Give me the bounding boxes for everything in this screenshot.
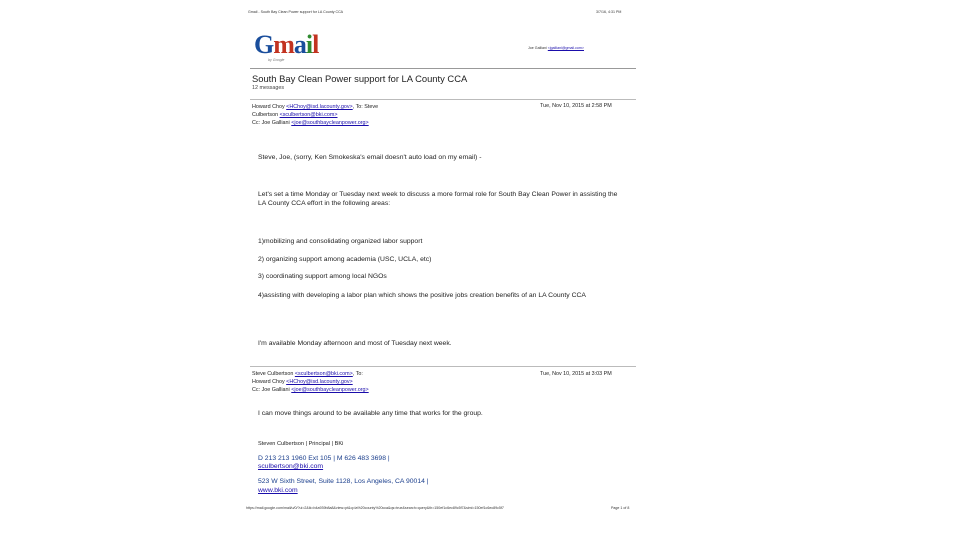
print-header-title: Gmail - South Bay Clean Power support for LA County CCA bbox=[248, 10, 344, 14]
body-paragraph: Steve, Joe, (sorry, Ken Smokeska's email doesn't auto load on my email) - bbox=[258, 154, 482, 161]
sender-email[interactable]: <sculbertson@bki.com> bbox=[294, 371, 353, 377]
signature-phone: D 213 213 1960 Ext 105 | M 626 483 3698 | bbox=[258, 455, 390, 462]
recipient-email[interactable]: <HChoy@isd.lacounty.gov> bbox=[286, 379, 353, 385]
to-label: To: bbox=[355, 371, 363, 377]
body-paragraph: I can move things around to be available any time that works for the group. bbox=[258, 410, 483, 417]
account-line bbox=[528, 46, 584, 50]
signature-address: 523 W Sixth Street, Suite 1128, Los Angeles, CA 90014 | bbox=[258, 478, 429, 485]
body-paragraph: Let's set a time Monday or Tuesday next week to discuss a more formal role for South Bay Clean Power in assisting the LA County CCA effort in the following areas: bbox=[258, 191, 618, 207]
cc-email[interactable]: <joe@southbaycleanpower.org> bbox=[291, 120, 369, 126]
body-paragraph: 3) coordinating support among local NGOs bbox=[258, 273, 387, 280]
gmail-logo: Gmail bbox=[254, 30, 319, 59]
recipient-email[interactable]: <sculbertson@bki.com> bbox=[279, 112, 338, 118]
recipient-name: Howard Choy bbox=[252, 379, 285, 385]
account-email[interactable]: <jgalliani@gmail.com> bbox=[547, 46, 584, 50]
recipient-name: Culbertson bbox=[252, 112, 279, 118]
to-label: To: Steve bbox=[355, 104, 379, 110]
cc-label: Cc: Joe Galliani bbox=[252, 387, 290, 393]
sender-name: Steve Culbertson bbox=[252, 371, 294, 377]
signature-email[interactable]: sculbertson@bki.com bbox=[258, 463, 324, 470]
cc-label: Cc: Joe Galliani bbox=[252, 120, 290, 126]
signature-name: Steven Culbertson | Principal | BKi bbox=[258, 441, 344, 447]
print-footer-url: https://mail.google.com/mail/u/0/?ui=2&ik=b4a939b8a8&view=pt&q=la%20county%20cca&qs=true&search=query&th=150ef1c6ec89c5f7&siml=150ef1c6ec89c5f7 bbox=[246, 506, 504, 510]
body-paragraph: I'm available Monday afternoon and most of Tuesday next week. bbox=[258, 340, 452, 347]
message-count: 12 messages bbox=[252, 85, 285, 91]
printed-email-page bbox=[240, 0, 640, 540]
cc-email[interactable]: <joe@southbaycleanpower.org> bbox=[291, 387, 369, 393]
message-date: Tue, Nov 10, 2015 at 3:03 PM bbox=[540, 371, 612, 377]
print-header-date: 3/7/16, 4:31 PM bbox=[596, 10, 622, 14]
print-footer-page: Page 1 of 8 bbox=[611, 506, 630, 510]
divider bbox=[250, 366, 636, 367]
account-name: Joe Galliani bbox=[528, 46, 547, 50]
body-paragraph: 2) organizing support among academia (USC, UCLA, etc) bbox=[258, 256, 432, 263]
thread-title: South Bay Clean Power support for LA County CCA bbox=[252, 73, 468, 84]
divider bbox=[250, 99, 636, 100]
message-date: Tue, Nov 10, 2015 at 2:58 PM bbox=[540, 103, 612, 109]
signature-website[interactable]: www.bki.com bbox=[258, 487, 298, 494]
sender-email[interactable]: <HChoy@isd.lacounty.gov> bbox=[286, 104, 353, 110]
divider bbox=[250, 68, 636, 69]
body-paragraph: 4)assisting with developing a labor plan which shows the positive jobs creation benefits of an LA County CCA bbox=[258, 292, 586, 299]
by-google-label: by Google bbox=[268, 58, 285, 62]
sender-name: Howard Choy bbox=[252, 104, 285, 110]
message-2-header: Steve Culbertson <sculbertson@bki.com>, To: Howard Choy <HChoy@isd.lacounty.gov> Cc: Joe Galliani <joe@southbaycleanpower.org> bbox=[252, 371, 369, 393]
message-1-header: Howard Choy <HChoy@isd.lacounty.gov>, To: Steve Culbertson <sculbertson@bki.com> Cc: Joe Galliani <joe@southbaycleanpower.org> bbox=[252, 104, 379, 126]
body-paragraph: 1)mobilizing and consolidating organized labor support bbox=[258, 238, 423, 245]
